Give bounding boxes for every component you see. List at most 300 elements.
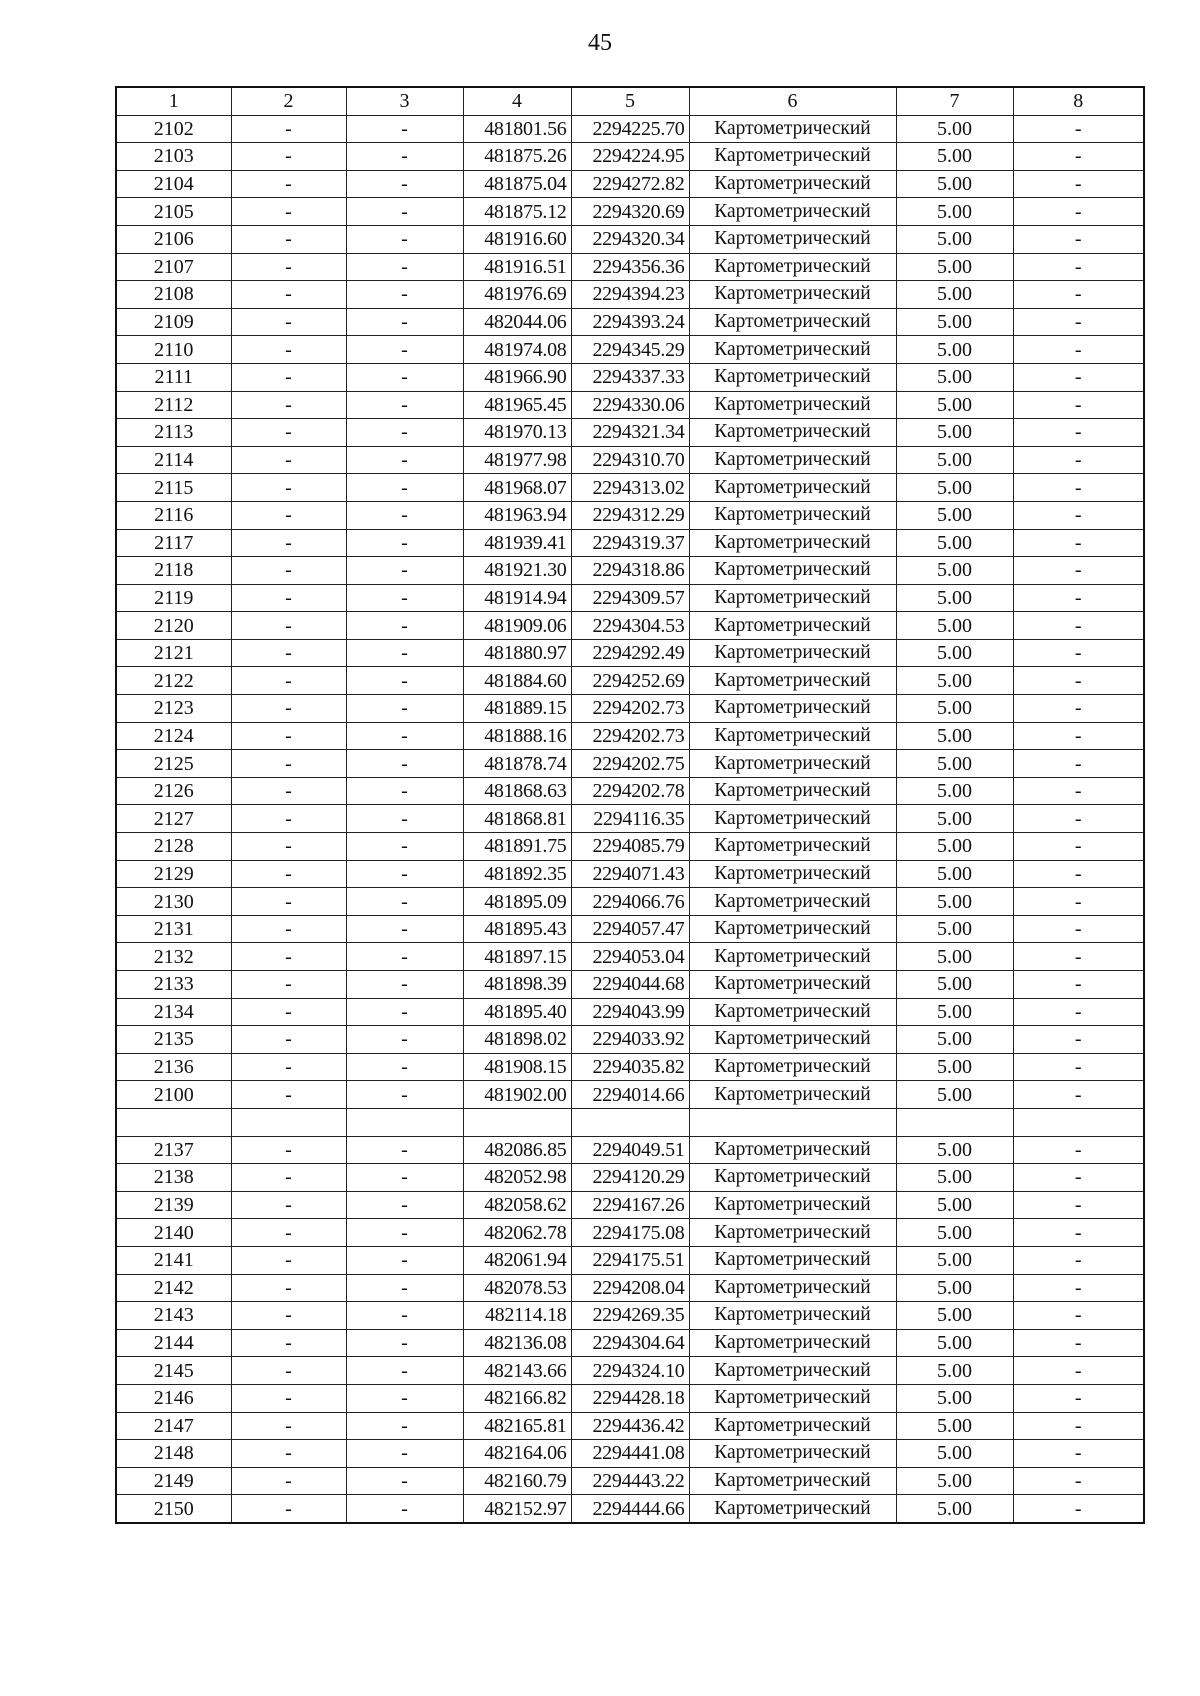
col8-cell: -	[1013, 1467, 1144, 1495]
col3-cell: -	[346, 170, 463, 198]
point-number-cell: 2119	[116, 584, 231, 612]
accuracy-cell: 5.00	[896, 170, 1013, 198]
method-cell: Картометрический	[689, 833, 896, 861]
accuracy-cell: 5.00	[896, 639, 1013, 667]
y-coordinate-cell: 2294321.34	[571, 419, 689, 447]
col3-cell: -	[346, 336, 463, 364]
table-row	[116, 722, 1144, 750]
point-number-cell: 2115	[116, 474, 231, 502]
col3-cell: -	[346, 281, 463, 309]
y-coordinate-cell: 2294313.02	[571, 474, 689, 502]
column-header: 8	[1013, 87, 1144, 115]
col8-cell: -	[1013, 639, 1144, 667]
table-row	[116, 363, 1144, 391]
accuracy-cell: 5.00	[896, 860, 1013, 888]
method-cell: Картометрический	[689, 1440, 896, 1468]
point-number-cell: 2112	[116, 391, 231, 419]
table-row	[116, 115, 1144, 143]
accuracy-cell: 5.00	[896, 198, 1013, 226]
method-cell: Картометрический	[689, 1384, 896, 1412]
method-cell: Картометрический	[689, 501, 896, 529]
accuracy-cell: 5.00	[896, 1274, 1013, 1302]
col3-cell: -	[346, 501, 463, 529]
accuracy-cell: 5.00	[896, 391, 1013, 419]
accuracy-cell: 5.00	[896, 915, 1013, 943]
y-coordinate-cell: 2294014.66	[571, 1081, 689, 1109]
col3-cell: -	[346, 722, 463, 750]
col2-cell: -	[231, 1274, 346, 1302]
y-coordinate-cell: 2294057.47	[571, 915, 689, 943]
method-cell: Картометрический	[689, 281, 896, 309]
y-coordinate-cell: 2294269.35	[571, 1302, 689, 1330]
method-cell: Картометрический	[689, 584, 896, 612]
point-number-cell: 2131	[116, 915, 231, 943]
x-coordinate-cell: 481891.75	[463, 833, 571, 861]
col2-cell: -	[231, 722, 346, 750]
accuracy-cell: 5.00	[896, 225, 1013, 253]
col2-cell: -	[231, 115, 346, 143]
point-number-cell: 2124	[116, 722, 231, 750]
method-cell: Картометрический	[689, 225, 896, 253]
col3-cell: -	[346, 1495, 463, 1523]
method-cell: Картометрический	[689, 446, 896, 474]
point-number-cell: 2109	[116, 308, 231, 336]
col3-cell: -	[346, 805, 463, 833]
col8-cell: -	[1013, 1384, 1144, 1412]
col8-cell: -	[1013, 1495, 1144, 1523]
y-coordinate-cell: 2294304.64	[571, 1329, 689, 1357]
col8-cell: -	[1013, 1246, 1144, 1274]
point-number-cell: 2141	[116, 1246, 231, 1274]
accuracy-cell: 5.00	[896, 143, 1013, 171]
method-cell: Картометрический	[689, 667, 896, 695]
method-cell: Картометрический	[689, 308, 896, 336]
col8-cell: -	[1013, 1219, 1144, 1247]
method-cell: Картометрический	[689, 557, 896, 585]
point-number-cell: 2140	[116, 1219, 231, 1247]
y-coordinate-cell: 2294312.29	[571, 501, 689, 529]
col2-cell: -	[231, 501, 346, 529]
col2-cell: -	[231, 667, 346, 695]
x-coordinate-cell: 482044.06	[463, 308, 571, 336]
y-coordinate-cell: 2294428.18	[571, 1384, 689, 1412]
table-row	[116, 805, 1144, 833]
point-number-cell: 2149	[116, 1467, 231, 1495]
x-coordinate-cell: 482078.53	[463, 1274, 571, 1302]
y-coordinate-cell: 2294120.29	[571, 1164, 689, 1192]
x-coordinate-cell: 482058.62	[463, 1191, 571, 1219]
y-coordinate-cell: 2294049.51	[571, 1136, 689, 1164]
table-row	[116, 391, 1144, 419]
x-coordinate-cell	[463, 1108, 571, 1136]
x-coordinate-cell: 482136.08	[463, 1329, 571, 1357]
col2-cell: -	[231, 170, 346, 198]
table-row	[116, 474, 1144, 502]
point-number-cell: 2136	[116, 1053, 231, 1081]
accuracy-cell: 5.00	[896, 833, 1013, 861]
col2-cell: -	[231, 308, 346, 336]
point-number-cell: 2111	[116, 363, 231, 391]
method-cell: Картометрический	[689, 115, 896, 143]
y-coordinate-cell: 2294175.08	[571, 1219, 689, 1247]
table-row	[116, 1053, 1144, 1081]
accuracy-cell: 5.00	[896, 1495, 1013, 1523]
col8-cell: -	[1013, 363, 1144, 391]
y-coordinate-cell: 2294436.42	[571, 1412, 689, 1440]
y-coordinate-cell: 2294202.73	[571, 722, 689, 750]
y-coordinate-cell: 2294309.57	[571, 584, 689, 612]
col8-cell: -	[1013, 198, 1144, 226]
method-cell: Картометрический	[689, 750, 896, 778]
table-row	[116, 1164, 1144, 1192]
point-number-cell: 2143	[116, 1302, 231, 1330]
x-coordinate-cell: 481875.12	[463, 198, 571, 226]
accuracy-cell: 5.00	[896, 1219, 1013, 1247]
accuracy-cell: 5.00	[896, 363, 1013, 391]
point-number-cell: 2150	[116, 1495, 231, 1523]
x-coordinate-cell: 482152.97	[463, 1495, 571, 1523]
accuracy-cell: 5.00	[896, 446, 1013, 474]
col8-cell: -	[1013, 1440, 1144, 1468]
point-number-cell: 2137	[116, 1136, 231, 1164]
table-row	[116, 308, 1144, 336]
col3-cell: -	[346, 1053, 463, 1081]
accuracy-cell: 5.00	[896, 474, 1013, 502]
col8-cell: -	[1013, 805, 1144, 833]
col8-cell: -	[1013, 1274, 1144, 1302]
col8-cell: -	[1013, 584, 1144, 612]
col3-cell: -	[346, 557, 463, 585]
column-header: 2	[231, 87, 346, 115]
col3-cell: -	[346, 584, 463, 612]
point-number-cell: 2145	[116, 1357, 231, 1385]
col8-cell: -	[1013, 419, 1144, 447]
col2-cell: -	[231, 419, 346, 447]
y-coordinate-cell: 2294044.68	[571, 971, 689, 999]
y-coordinate-cell: 2294318.86	[571, 557, 689, 585]
col2-cell: -	[231, 1467, 346, 1495]
col8-cell: -	[1013, 1136, 1144, 1164]
accuracy-cell: 5.00	[896, 1053, 1013, 1081]
table-row	[116, 253, 1144, 281]
method-cell: Картометрический	[689, 1495, 896, 1523]
y-coordinate-cell: 2294443.22	[571, 1467, 689, 1495]
x-coordinate-cell: 482114.18	[463, 1302, 571, 1330]
table-row	[116, 1191, 1144, 1219]
col8-cell: -	[1013, 1026, 1144, 1054]
point-number-cell: 2142	[116, 1274, 231, 1302]
col3-cell: -	[346, 860, 463, 888]
col8-cell: -	[1013, 1081, 1144, 1109]
col8-cell: -	[1013, 474, 1144, 502]
table-row	[116, 446, 1144, 474]
method-cell: Картометрический	[689, 170, 896, 198]
col3-cell: -	[346, 308, 463, 336]
y-coordinate-cell: 2294320.34	[571, 225, 689, 253]
col8-cell: -	[1013, 612, 1144, 640]
col3-cell: -	[346, 1302, 463, 1330]
col2-cell: -	[231, 474, 346, 502]
col8-cell: -	[1013, 501, 1144, 529]
y-coordinate-cell: 2294394.23	[571, 281, 689, 309]
y-coordinate-cell: 2294202.73	[571, 695, 689, 723]
col3-cell: -	[346, 1357, 463, 1385]
col2-cell: -	[231, 1136, 346, 1164]
method-cell: Картометрический	[689, 253, 896, 281]
table-row	[116, 1467, 1144, 1495]
x-coordinate-cell: 481898.39	[463, 971, 571, 999]
col2-cell	[231, 1108, 346, 1136]
column-header: 5	[571, 87, 689, 115]
y-coordinate-cell: 2294310.70	[571, 446, 689, 474]
col3-cell: -	[346, 777, 463, 805]
col3-cell: -	[346, 915, 463, 943]
accuracy-cell: 5.00	[896, 557, 1013, 585]
point-number-cell	[116, 1108, 231, 1136]
y-coordinate-cell: 2294330.06	[571, 391, 689, 419]
col3-cell: -	[346, 998, 463, 1026]
col2-cell: -	[231, 612, 346, 640]
accuracy-cell: 5.00	[896, 998, 1013, 1026]
point-number-cell: 2118	[116, 557, 231, 585]
accuracy-cell: 5.00	[896, 1026, 1013, 1054]
col2-cell: -	[231, 833, 346, 861]
x-coordinate-cell: 482062.78	[463, 1219, 571, 1247]
accuracy-cell: 5.00	[896, 419, 1013, 447]
table-row	[116, 612, 1144, 640]
method-cell: Картометрический	[689, 143, 896, 171]
accuracy-cell: 5.00	[896, 281, 1013, 309]
accuracy-cell: 5.00	[896, 1246, 1013, 1274]
col2-cell: -	[231, 1329, 346, 1357]
col2-cell: -	[231, 1246, 346, 1274]
point-number-cell: 2114	[116, 446, 231, 474]
method-cell: Картометрический	[689, 419, 896, 447]
table-row	[116, 1246, 1144, 1274]
y-coordinate-cell: 2294393.24	[571, 308, 689, 336]
col8-cell: -	[1013, 557, 1144, 585]
x-coordinate-cell: 481916.60	[463, 225, 571, 253]
point-number-cell: 2135	[116, 1026, 231, 1054]
method-cell: Картометрический	[689, 1164, 896, 1192]
col3-cell: -	[346, 115, 463, 143]
table-row	[116, 915, 1144, 943]
col2-cell: -	[231, 1053, 346, 1081]
point-number-cell: 2132	[116, 943, 231, 971]
y-coordinate-cell: 2294035.82	[571, 1053, 689, 1081]
accuracy-cell: 5.00	[896, 1081, 1013, 1109]
x-coordinate-cell: 481801.56	[463, 115, 571, 143]
col3-cell: -	[346, 446, 463, 474]
x-coordinate-cell: 481889.15	[463, 695, 571, 723]
point-number-cell: 2127	[116, 805, 231, 833]
col8-cell: -	[1013, 253, 1144, 281]
accuracy-cell: 5.00	[896, 971, 1013, 999]
accuracy-cell: 5.00	[896, 1302, 1013, 1330]
y-coordinate-cell: 2294033.92	[571, 1026, 689, 1054]
col3-cell: -	[346, 639, 463, 667]
x-coordinate-cell: 481965.45	[463, 391, 571, 419]
point-number-cell: 2134	[116, 998, 231, 1026]
accuracy-cell: 5.00	[896, 1412, 1013, 1440]
column-header: 1	[116, 87, 231, 115]
table-row	[116, 1329, 1144, 1357]
col2-cell: -	[231, 391, 346, 419]
col8-cell: -	[1013, 750, 1144, 778]
x-coordinate-cell: 482165.81	[463, 1412, 571, 1440]
accuracy-cell: 5.00	[896, 695, 1013, 723]
x-coordinate-cell: 481921.30	[463, 557, 571, 585]
y-coordinate-cell: 2294071.43	[571, 860, 689, 888]
x-coordinate-cell: 481878.74	[463, 750, 571, 778]
table-row	[116, 1440, 1144, 1468]
method-cell: Картометрический	[689, 1136, 896, 1164]
col2-cell: -	[231, 336, 346, 364]
col8-cell: -	[1013, 308, 1144, 336]
col3-cell: -	[346, 1329, 463, 1357]
method-cell: Картометрический	[689, 860, 896, 888]
point-number-cell: 2108	[116, 281, 231, 309]
table-row	[116, 170, 1144, 198]
col8-cell: -	[1013, 281, 1144, 309]
y-coordinate-cell: 2294053.04	[571, 943, 689, 971]
method-cell: Картометрический	[689, 1053, 896, 1081]
x-coordinate-cell: 481916.51	[463, 253, 571, 281]
x-coordinate-cell: 482086.85	[463, 1136, 571, 1164]
accuracy-cell: 5.00	[896, 529, 1013, 557]
col3-cell: -	[346, 198, 463, 226]
x-coordinate-cell: 481895.43	[463, 915, 571, 943]
col2-cell: -	[231, 1440, 346, 1468]
table-row	[116, 529, 1144, 557]
accuracy-cell: 5.00	[896, 750, 1013, 778]
x-coordinate-cell: 482143.66	[463, 1357, 571, 1385]
method-cell: Картометрический	[689, 777, 896, 805]
col8-cell: -	[1013, 225, 1144, 253]
table-row	[116, 1108, 1144, 1136]
table-row	[116, 1136, 1144, 1164]
accuracy-cell: 5.00	[896, 1329, 1013, 1357]
x-coordinate-cell: 481895.40	[463, 998, 571, 1026]
col2-cell: -	[231, 639, 346, 667]
col3-cell: -	[346, 1274, 463, 1302]
accuracy-cell: 5.00	[896, 1440, 1013, 1468]
y-coordinate-cell: 2294320.69	[571, 198, 689, 226]
table-row	[116, 667, 1144, 695]
table-row	[116, 639, 1144, 667]
table-row	[116, 998, 1144, 1026]
col8-cell: -	[1013, 943, 1144, 971]
x-coordinate-cell: 481908.15	[463, 1053, 571, 1081]
col3-cell: -	[346, 971, 463, 999]
y-coordinate-cell: 2294441.08	[571, 1440, 689, 1468]
col2-cell: -	[231, 888, 346, 916]
accuracy-cell: 5.00	[896, 943, 1013, 971]
col8-cell: -	[1013, 336, 1144, 364]
method-cell: Картометрический	[689, 805, 896, 833]
point-number-cell: 2116	[116, 501, 231, 529]
column-header: 6	[689, 87, 896, 115]
method-cell: Картометрический	[689, 1357, 896, 1385]
point-number-cell: 2103	[116, 143, 231, 171]
point-number-cell: 2138	[116, 1164, 231, 1192]
col8-cell: -	[1013, 722, 1144, 750]
x-coordinate-cell: 481939.41	[463, 529, 571, 557]
point-number-cell: 2100	[116, 1081, 231, 1109]
col3-cell: -	[346, 1384, 463, 1412]
x-coordinate-cell: 481897.15	[463, 943, 571, 971]
y-coordinate-cell: 2294292.49	[571, 639, 689, 667]
col8-cell: -	[1013, 860, 1144, 888]
table-row	[116, 1357, 1144, 1385]
col2-cell: -	[231, 1081, 346, 1109]
col8-cell: -	[1013, 391, 1144, 419]
point-number-cell: 2122	[116, 667, 231, 695]
table-body	[116, 115, 1144, 1523]
x-coordinate-cell: 481875.04	[463, 170, 571, 198]
col2-cell: -	[231, 1357, 346, 1385]
method-cell: Картометрический	[689, 915, 896, 943]
method-cell: Картометрический	[689, 1467, 896, 1495]
method-cell: Картометрический	[689, 695, 896, 723]
point-number-cell: 2107	[116, 253, 231, 281]
col3-cell: -	[346, 833, 463, 861]
col2-cell: -	[231, 1495, 346, 1523]
point-number-cell: 2144	[116, 1329, 231, 1357]
table-row	[116, 198, 1144, 226]
x-coordinate-cell: 481963.94	[463, 501, 571, 529]
col2-cell: -	[231, 1384, 346, 1412]
col3-cell: -	[346, 1467, 463, 1495]
table-row	[116, 971, 1144, 999]
point-number-cell: 2102	[116, 115, 231, 143]
col3-cell: -	[346, 695, 463, 723]
col2-cell: -	[231, 557, 346, 585]
y-coordinate-cell: 2294337.33	[571, 363, 689, 391]
method-cell: Картометрический	[689, 1302, 896, 1330]
col2-cell: -	[231, 860, 346, 888]
x-coordinate-cell: 481868.63	[463, 777, 571, 805]
method-cell: Картометрический	[689, 1412, 896, 1440]
table-row	[116, 225, 1144, 253]
col3-cell: -	[346, 225, 463, 253]
col8-cell: -	[1013, 1164, 1144, 1192]
col2-cell: -	[231, 750, 346, 778]
table-row	[116, 584, 1144, 612]
col3-cell: -	[346, 667, 463, 695]
accuracy-cell: 5.00	[896, 777, 1013, 805]
col3-cell: -	[346, 1026, 463, 1054]
x-coordinate-cell: 482166.82	[463, 1384, 571, 1412]
col2-cell: -	[231, 1302, 346, 1330]
page-number: 45	[588, 30, 612, 56]
accuracy-cell	[896, 1108, 1013, 1136]
table-row	[116, 281, 1144, 309]
method-cell	[689, 1108, 896, 1136]
y-coordinate-cell: 2294356.36	[571, 253, 689, 281]
accuracy-cell: 5.00	[896, 1357, 1013, 1385]
col3-cell: -	[346, 474, 463, 502]
y-coordinate-cell: 2294175.51	[571, 1246, 689, 1274]
accuracy-cell: 5.00	[896, 1384, 1013, 1412]
x-coordinate-cell: 481974.08	[463, 336, 571, 364]
point-number-cell: 2139	[116, 1191, 231, 1219]
method-cell: Картометрический	[689, 971, 896, 999]
method-cell: Картометрический	[689, 722, 896, 750]
method-cell: Картометрический	[689, 1219, 896, 1247]
point-number-cell: 2126	[116, 777, 231, 805]
col8-cell: -	[1013, 1191, 1144, 1219]
